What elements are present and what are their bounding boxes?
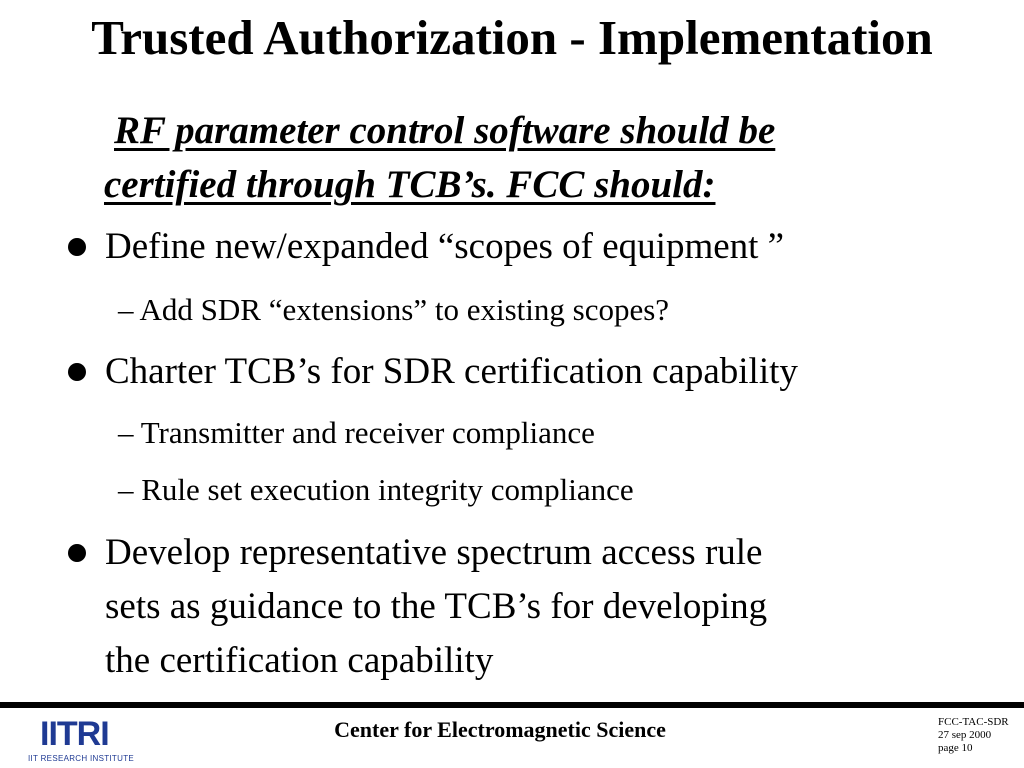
bullet-dot-icon [68,363,86,381]
sub-bullet-item: – Transmitter and receiver compliance [118,415,595,450]
slide-subtitle [104,104,924,212]
sub-bullet-item: – Add SDR “extensions” to existing scopes? [118,292,670,327]
bullet-text [105,526,965,688]
sub-bullet-text: Add SDR “extensions” to existing scopes? [139,292,670,327]
bullet-text-line: Develop representative spectrum access rule [105,532,763,573]
bullet-dot-icon [68,544,86,562]
logo-subtext: IIT RESEARCH INSTITUTE [28,754,135,763]
footer-meta-line: FCC-TAC-SDR [938,716,1009,728]
bullet-text: Define new/expanded “scopes of equipment ” [105,226,785,267]
logo-mark: IITRI [40,715,109,753]
footer-center-name: Center for Electromagnetic Science [334,717,666,742]
footer-meta [938,716,1009,755]
sub-bullet-text: Transmitter and receiver compliance [140,415,595,450]
bullet-text: Charter TCB’s for SDR certification capability [105,351,798,392]
bullet-text-line: the certification capability [105,640,494,681]
bullet-dot-icon [68,238,86,256]
sub-bullet-text: Rule set execution integrity compliance [141,472,634,507]
subtitle-line-1: RF parameter control software should be [114,109,776,152]
sub-bullet-item: – Rule set execution integrity compliance [118,472,634,507]
bullet-text-line: sets as guidance to the TCB’s for developing [105,586,768,627]
slide-title: Trusted Authorization - Implementation [91,10,933,65]
footer-meta-line: page 10 [938,742,973,754]
subtitle-line-2: certified through TCB’s. FCC should: [104,163,716,206]
footer-divider [0,702,1024,708]
footer-meta-line: 27 sep 2000 [938,729,992,741]
